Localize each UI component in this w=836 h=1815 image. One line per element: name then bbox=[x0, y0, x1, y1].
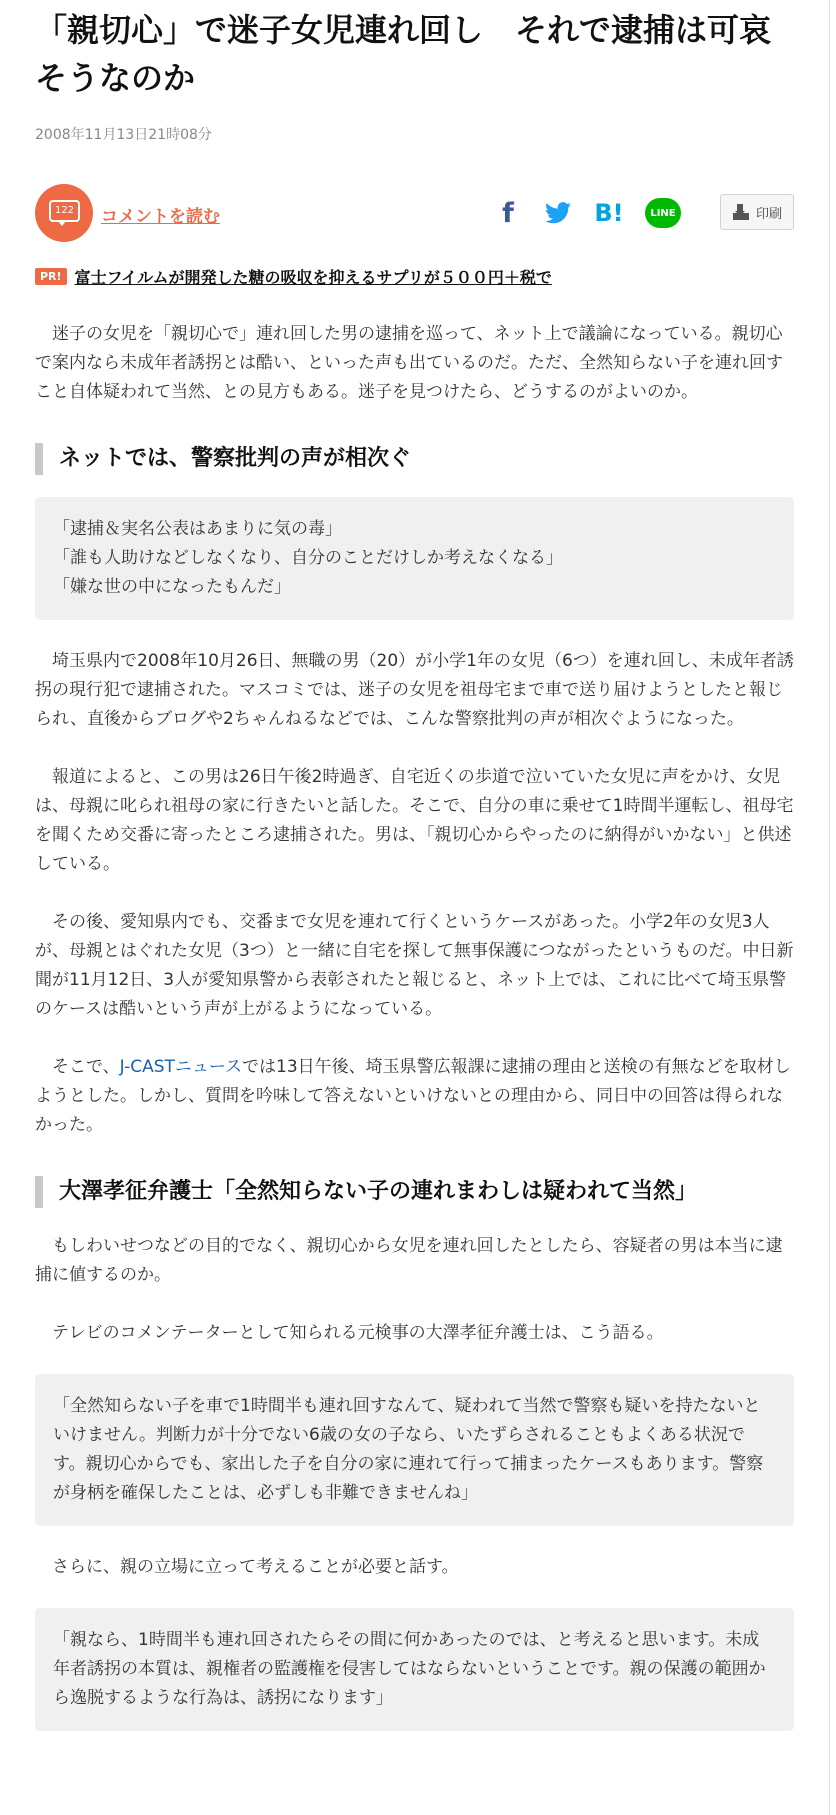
j-cast-news-link[interactable]: J-CASTニュース bbox=[119, 1057, 243, 1077]
section-heading-1: ネットでは、警察批判の声が相次ぐ bbox=[35, 443, 794, 475]
paragraph-1: 埼玉県内で2008年10月26日、無職の男（20）が小学1年の女児（6つ）を連れ回し、未成年者誘拐の現行犯で逮捕された。マスコミでは、迷子の女児を祖母宅まで車で送り届けようとしたと報じられ、直後からブログや2ちゃんねるなどでは、こんな警察批判の声が相次ぐようになった。 bbox=[35, 651, 794, 729]
quote-line: 「誰も人助けなどしなくなり、自分のことだけしか考えなくなる」 bbox=[53, 548, 563, 568]
pr-link[interactable]: 富士フイルムが開発した糖の吸収を抑えるサプリが５００円＋税で bbox=[74, 267, 552, 287]
comment-count: 122 bbox=[49, 200, 80, 222]
article-title: 「親切心」で迷子女児連れ回し それで逮捕は可哀そうなのか bbox=[35, 11, 772, 97]
twitter-icon[interactable] bbox=[539, 196, 577, 230]
facebook-icon[interactable]: f bbox=[502, 197, 514, 229]
article-date: 2008年11月13日21時08分 bbox=[35, 127, 212, 143]
paragraph-3: その後、愛知県内でも、交番まで女児を連れて行くというケースがあった。小学2年の女児3人が、母親とはぐれた女児（3つ）と一緒に自宅を探して無事保護につながったというものだ。中日新聞が11月12日、3人が愛知県警から表彰されたと報じると、ネット上では、これに比べて埼玉県警のケースは酷いという声が上がるようになっている。 bbox=[35, 912, 794, 1019]
paragraph-5: もしわいせつなどの目的でなく、親切心から女児を連れ回したとしたら、容疑者の男は本当に逮捕に値するのか。 bbox=[35, 1236, 783, 1285]
comment-icon[interactable] bbox=[35, 184, 93, 242]
print-icon bbox=[732, 203, 750, 221]
print-label: 印刷 bbox=[755, 206, 782, 222]
paragraph-7: さらに、親の立場に立って考えることが必要と話す。 bbox=[52, 1557, 459, 1577]
quote-line: 「嫌な世の中になったもんだ」 bbox=[53, 577, 291, 597]
print-button[interactable] bbox=[720, 194, 794, 230]
quote-line: 「逮捕＆実名公表はあまりに気の毒」 bbox=[53, 519, 342, 539]
read-comments-link[interactable]: コメントを読む bbox=[101, 207, 220, 227]
quote-block-2: 「全然知らない子を車で1時間半も連れ回すなんて、疑われて当然で警察も疑いを持たないといけません。判断力が十分でない6歳の女の子なら、いたずらされることもよくある状況です。親切心からでも、家出した子を自分の家に連れて行って捕まったケースもあります。警察が身柄を確保したことは、必ずしも非難できませんね」 bbox=[35, 1374, 794, 1526]
paragraph-6: テレビのコメンテーターとして知られる元検事の大澤孝征弁護士は、こう語る。 bbox=[52, 1323, 664, 1343]
article-intro: 迷子の女児を「親切心で」連れ回した男の逮捕を巡って、ネット上で議論になっている。親切心で案内なら未成年者誘拐とは酷い、といった声も出ているのだ。ただ、全然知らない子を連れ回すこと自体疑われて当然、との見方もある。迷子を見つけたら、どうするのがよいのか。 bbox=[35, 324, 783, 402]
paragraph-4: そこで、J-CASTニュースでは13日午後、埼玉県警広報課に逮捕の理由と送検の有無などを取材しようとした。しかし、質問を吟味して答えないといけないとの理由から、同日中の回答は得られなかった。 bbox=[35, 1057, 791, 1135]
hatena-bookmark-icon[interactable]: B! bbox=[594, 199, 624, 227]
quote-block-1 bbox=[35, 497, 794, 620]
pr-badge: PR! bbox=[35, 268, 67, 285]
share-bar bbox=[35, 184, 794, 244]
paragraph-2: 報道によると、この男は26日午後2時過ぎ、自宅近くの歩道で泣いていた女児に声をかけ、女児は、母親に叱られ祖母の家に行きたいと話した。そこで、自分の車に乗せて1時間半運転し、祖母宅を聞くため交番に寄ったところ逮捕された。男は、「親切心からやったのに納得がいかない」と供述している。 bbox=[35, 767, 794, 874]
line-badge-label: LINE bbox=[645, 198, 681, 228]
pr-row bbox=[35, 262, 794, 290]
quote-block-3: 「親なら、1時間半も連れ回されたらその間に何かあったのでは、と考えると思います。未成年者誘拐の本質は、親権者の監護権を侵害してはならないということです。親の保護の範囲から逸脱するような行為は、誘拐になります」 bbox=[35, 1608, 794, 1731]
line-icon[interactable] bbox=[643, 196, 683, 230]
section-heading-2: 大澤孝征弁護士「全然知らない子の連れまわしは疑われて当然」 bbox=[35, 1176, 794, 1208]
